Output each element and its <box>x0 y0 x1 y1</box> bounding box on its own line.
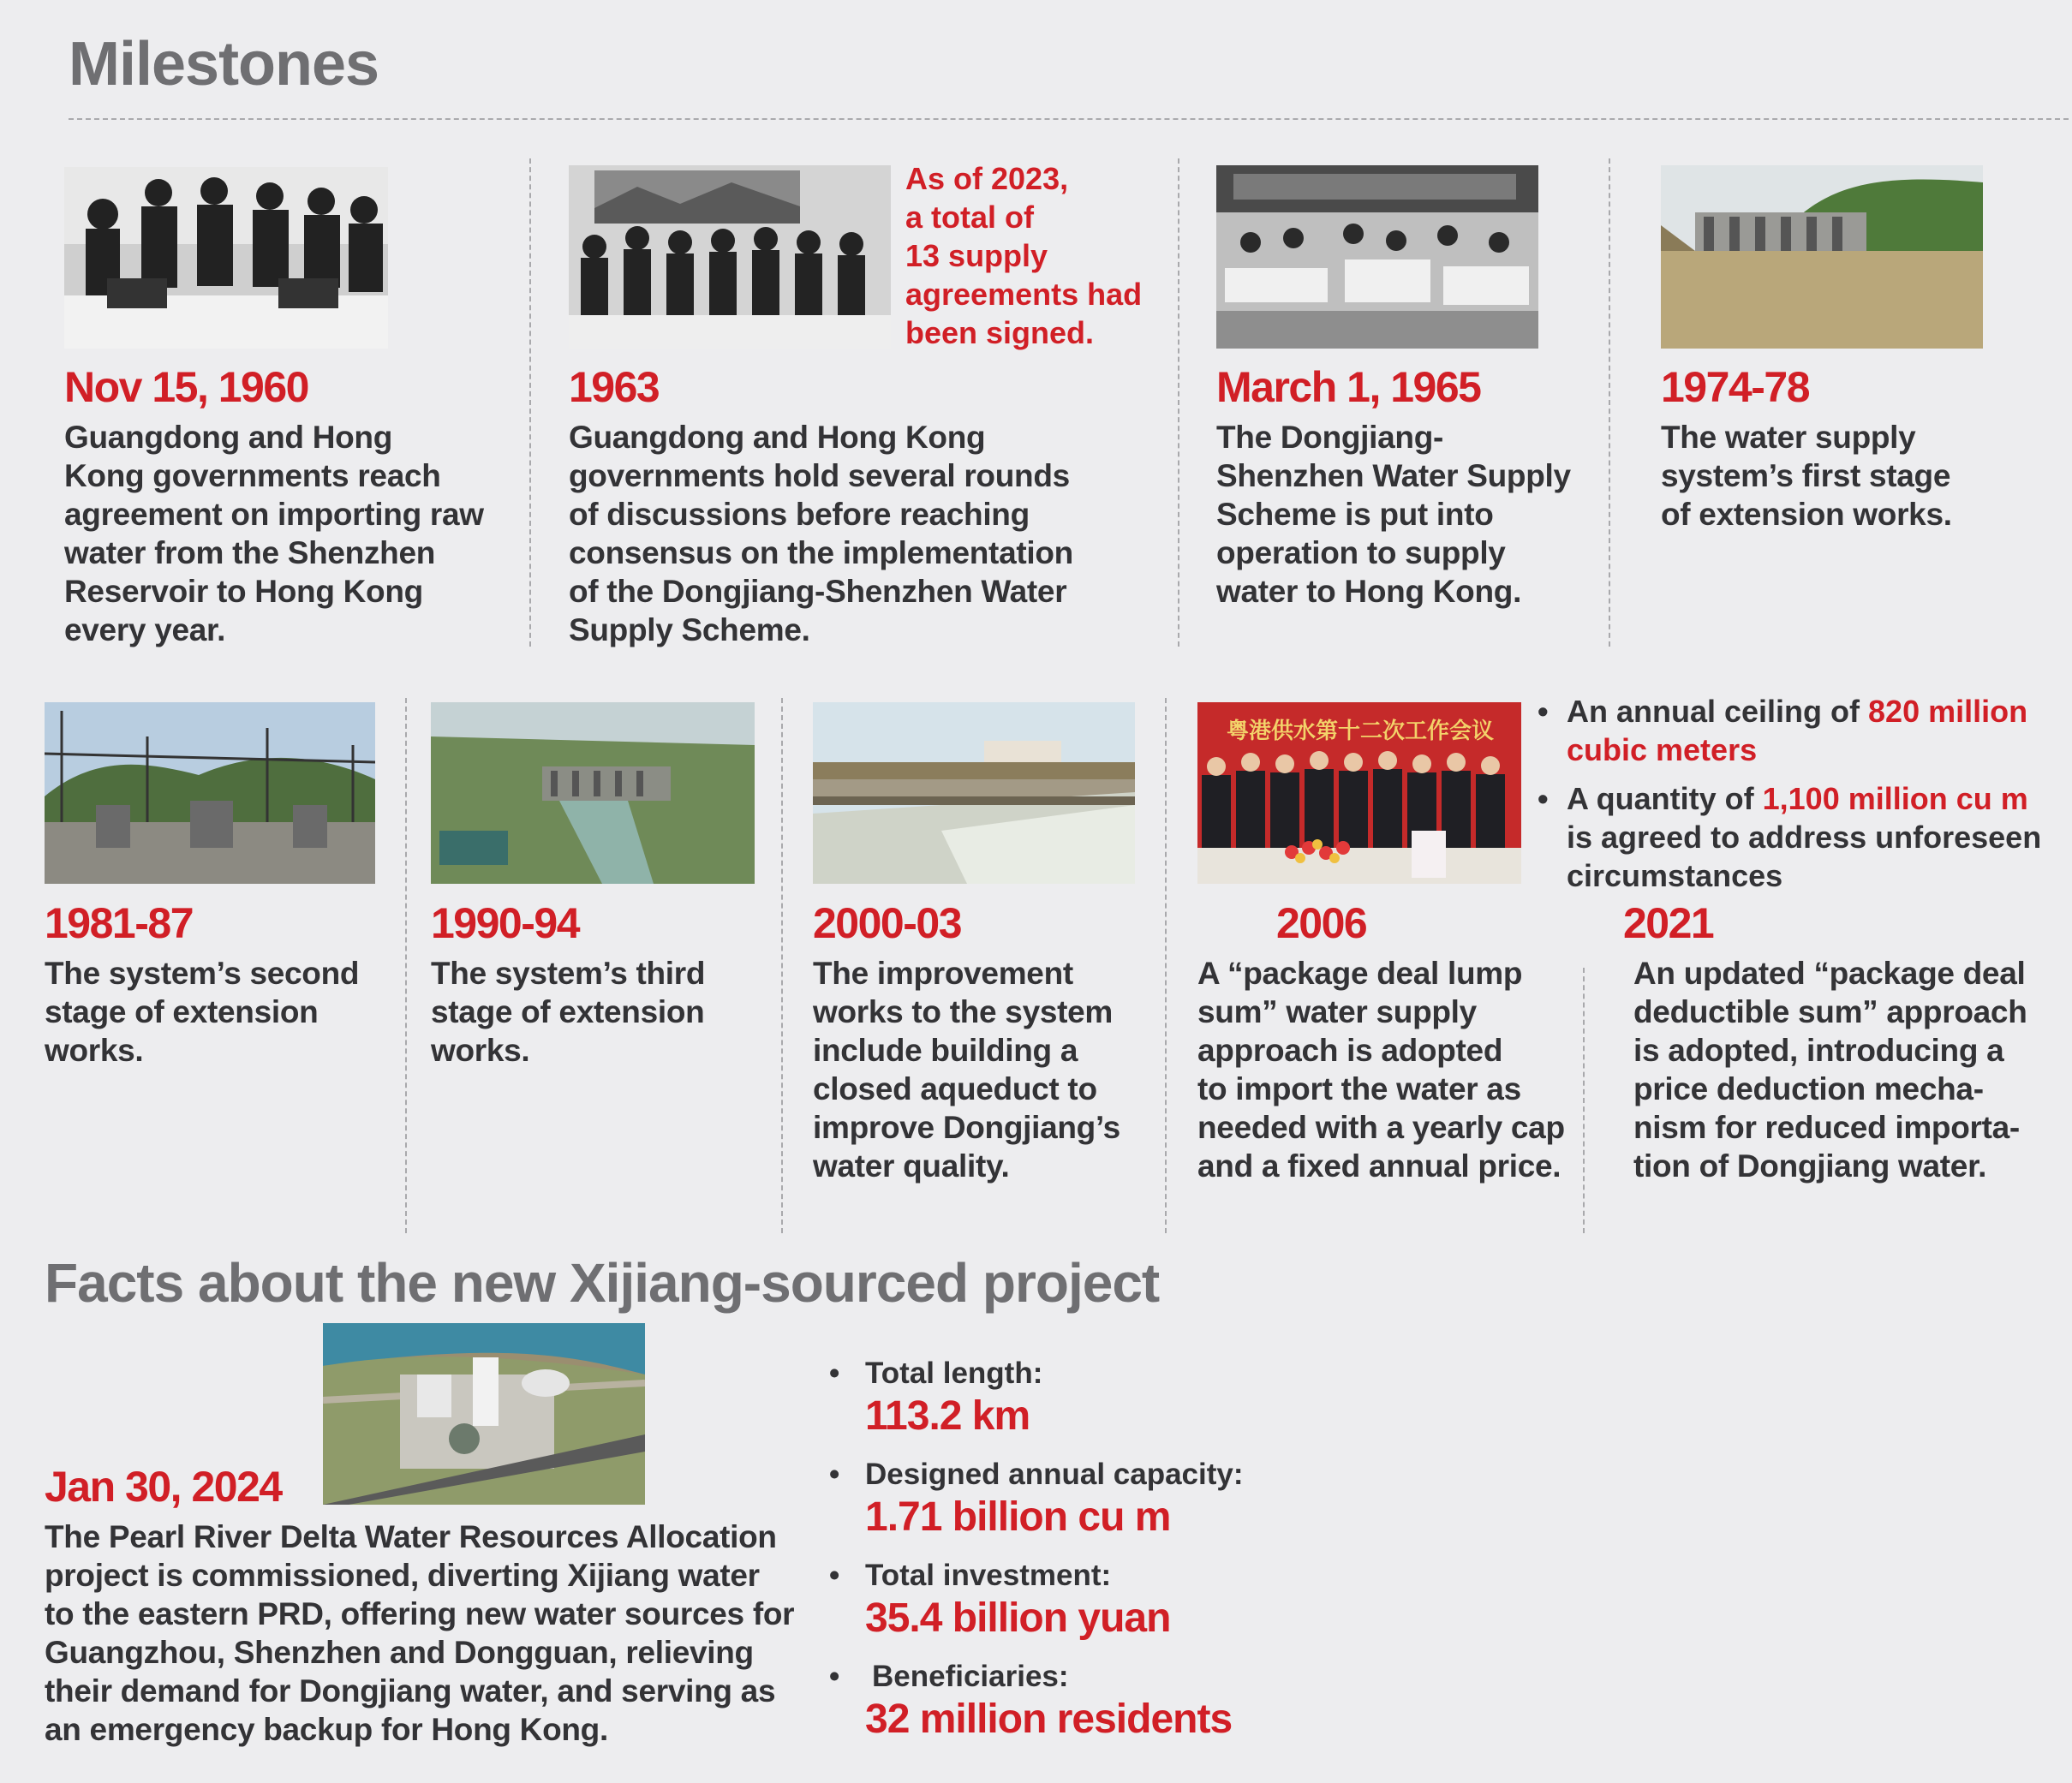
bullet-row <box>1538 730 2041 769</box>
desc-line: water to Hong Kong. <box>1216 574 1522 609</box>
desc-line: to the eastern PRD, offering new water sources for <box>45 1596 795 1631</box>
column-divider <box>405 698 407 1233</box>
fact-label-capacity <box>829 1457 1244 1493</box>
milestone-date-1960: Nov 15, 1960 <box>64 363 308 411</box>
fact-label-text: Designed annual capacity: <box>865 1458 1244 1491</box>
milestone-date-1963: 1963 <box>569 363 660 411</box>
desc-line: The Dongjiang- <box>1216 420 1444 455</box>
dam-1974-photo <box>1661 165 1983 349</box>
desc-line: approach is adopted <box>1197 1033 1503 1068</box>
bullet-row <box>1538 856 2041 895</box>
note-line: 13 supply <box>905 238 1048 273</box>
desc-line: Shenzhen Water Supply <box>1216 458 1571 493</box>
reservoir-dam-1990-photo <box>431 702 755 884</box>
bullet-dot: • <box>1538 781 1549 816</box>
desc-line: water from the Shenzhen <box>64 535 436 570</box>
fact-value-capacity: 1.71 billion cu m <box>865 1494 1171 1540</box>
desc-line: to import the water as <box>1197 1071 1521 1106</box>
desc-line: Scheme is put into <box>1216 497 1494 532</box>
desc-line: governments hold several rounds <box>569 458 1070 493</box>
fact-value-length: 113.2 km <box>865 1393 1030 1439</box>
milestone-desc-1981 <box>45 954 359 1070</box>
fact-label-beneficiaries <box>829 1659 1244 1695</box>
desc-line: operation to supply <box>1216 535 1506 570</box>
milestone-date-2021: 2021 <box>1623 899 1714 947</box>
agreements-note <box>905 159 1142 352</box>
banner-2006: 粤港供水第十二次工作会议 <box>1226 719 1494 744</box>
column-divider <box>781 698 783 1233</box>
bullet-dot: • <box>829 1458 840 1491</box>
meeting-room-1965-photo <box>1216 165 1538 349</box>
note-line: agreements had <box>905 277 1143 312</box>
desc-line: works. <box>431 1033 530 1068</box>
fact-label-text: Total investment: <box>865 1559 1112 1592</box>
facts-list <box>829 1356 1244 1744</box>
desc-line: nism for reduced importa- <box>1633 1110 2020 1145</box>
fact-label-text: Beneficiaries: <box>872 1660 1069 1693</box>
bullet-text: An annual ceiling of <box>1567 694 1869 729</box>
column-divider <box>529 158 531 647</box>
desc-line: stage of extension <box>45 994 319 1029</box>
meeting-2006-photo <box>1197 702 1521 884</box>
desc-line: The improvement <box>813 956 1073 991</box>
fact-value-beneficiaries: 32 million residents <box>865 1697 1233 1742</box>
milestone-date-1981: 1981-87 <box>45 899 193 947</box>
milestone-date-2000: 2000-03 <box>813 899 961 947</box>
bullet-text: is agreed to address unforeseen <box>1567 820 2042 855</box>
fact-label-length <box>829 1356 1244 1392</box>
bullet-highlight: 820 million <box>1868 694 2028 729</box>
desc-line: water quality. <box>813 1148 1010 1184</box>
desc-line: of discussions before reaching <box>569 497 1030 532</box>
desc-line: closed aqueduct to <box>813 1071 1097 1106</box>
milestone-desc-1990 <box>431 954 705 1070</box>
desc-line: The system’s second <box>45 956 360 991</box>
milestone-desc-1965 <box>1216 418 1571 611</box>
desc-line: an emergency backup for Hong Kong. <box>45 1712 608 1747</box>
desc-line: their demand for Dongjiang water, and serving as <box>45 1673 776 1708</box>
bullet-text: A quantity of <box>1567 781 1763 816</box>
bullet-dot: • <box>829 1357 840 1390</box>
desc-line: Supply Scheme. <box>569 612 810 647</box>
desc-line: consensus on the implementation <box>569 535 1073 570</box>
desc-line: An updated “package deal <box>1633 956 2026 991</box>
desc-line: price deduction mecha- <box>1633 1071 1984 1106</box>
desc-line: Guangdong and Hong Kong <box>569 420 986 455</box>
signing-ceremony-1960-photo <box>64 167 388 349</box>
desc-line: agreement on importing raw <box>64 497 484 532</box>
desc-line: of extension works. <box>1661 497 1952 532</box>
fact-value-investment: 35.4 billion yuan <box>865 1595 1171 1641</box>
milestone-date-1965: March 1, 1965 <box>1216 363 1481 411</box>
column-divider <box>1583 968 1585 1233</box>
aqueduct-2000-photo <box>813 702 1135 884</box>
desc-line: every year. <box>64 612 226 647</box>
milestone-desc-1960 <box>64 418 484 649</box>
desc-line: The system’s third <box>431 956 706 991</box>
facts-description <box>45 1518 794 1749</box>
note-line: been signed. <box>905 315 1095 350</box>
desc-line: of the Dongjiang-Shenzhen Water <box>569 574 1067 609</box>
desc-line: tion of Dongjiang water. <box>1633 1148 1987 1184</box>
desc-line: improve Dongjiang’s <box>813 1110 1120 1145</box>
milestone-desc-2021 <box>1633 954 2027 1185</box>
ceiling-bullets-2021 <box>1538 692 2041 895</box>
column-divider <box>1165 698 1167 1233</box>
bullet-highlight: cubic meters <box>1567 732 1758 767</box>
desc-line: Reservoir to Hong Kong <box>64 574 423 609</box>
fact-label-text: Total length: <box>865 1357 1043 1390</box>
desc-line: deductible sum” approach <box>1633 994 2027 1029</box>
bullet-row <box>1538 818 2041 856</box>
desc-line: A “package deal lump <box>1197 956 1523 991</box>
milestone-date-1974: 1974-78 <box>1661 363 1809 411</box>
desc-line: works to the system <box>813 994 1114 1029</box>
milestone-desc-1974 <box>1661 418 1952 534</box>
bullet-highlight: 1,100 million cu m <box>1762 781 2028 816</box>
desc-line: The Pearl River Delta Water Resources Allocation <box>45 1519 777 1554</box>
milestone-desc-2006 <box>1197 954 1565 1185</box>
milestone-desc-1963 <box>569 418 1073 649</box>
milestone-desc-2000 <box>813 954 1120 1185</box>
bullet-row <box>1538 692 2041 730</box>
desc-line: include building a <box>813 1033 1078 1068</box>
note-line: As of 2023, <box>905 161 1069 196</box>
bullet-row <box>1538 779 2041 818</box>
desc-line: The water supply <box>1661 420 1916 455</box>
signing-ceremony-1963-photo <box>569 165 891 349</box>
desc-line: needed with a yearly cap <box>1197 1110 1565 1145</box>
note-line: a total of <box>905 200 1034 235</box>
facts-date: Jan 30, 2024 <box>45 1463 282 1511</box>
aerial-plant-2024-photo <box>323 1323 645 1505</box>
facts-title: Facts about the new Xijiang-sourced project <box>45 1252 1160 1314</box>
desc-line: project is commissioned, diverting Xijiang water <box>45 1558 760 1593</box>
desc-line: Guangdong and Hong <box>64 420 393 455</box>
column-divider <box>1178 158 1179 647</box>
milestone-date-1990: 1990-94 <box>431 899 579 947</box>
desc-line: system’s first stage <box>1661 458 1951 493</box>
bullet-dot: • <box>1538 694 1549 729</box>
bullet-text: circumstances <box>1567 858 1783 893</box>
page-title: Milestones <box>69 30 379 98</box>
desc-line: Kong governments reach <box>64 458 441 493</box>
title-divider <box>69 118 2069 120</box>
bullet-dot: • <box>829 1660 840 1693</box>
desc-line: is adopted, introducing a <box>1633 1033 2004 1068</box>
fact-label-investment <box>829 1558 1244 1594</box>
bullet-dot: • <box>829 1559 840 1592</box>
desc-line: Guangzhou, Shenzhen and Dongguan, relieving <box>45 1635 754 1670</box>
desc-line: works. <box>45 1033 144 1068</box>
substation-1981-photo <box>45 702 375 884</box>
desc-line: sum” water supply <box>1197 994 1477 1029</box>
desc-line: stage of extension <box>431 994 705 1029</box>
milestone-date-2006: 2006 <box>1276 899 1367 947</box>
desc-line: and a fixed annual price. <box>1197 1148 1561 1184</box>
column-divider <box>1609 158 1610 647</box>
